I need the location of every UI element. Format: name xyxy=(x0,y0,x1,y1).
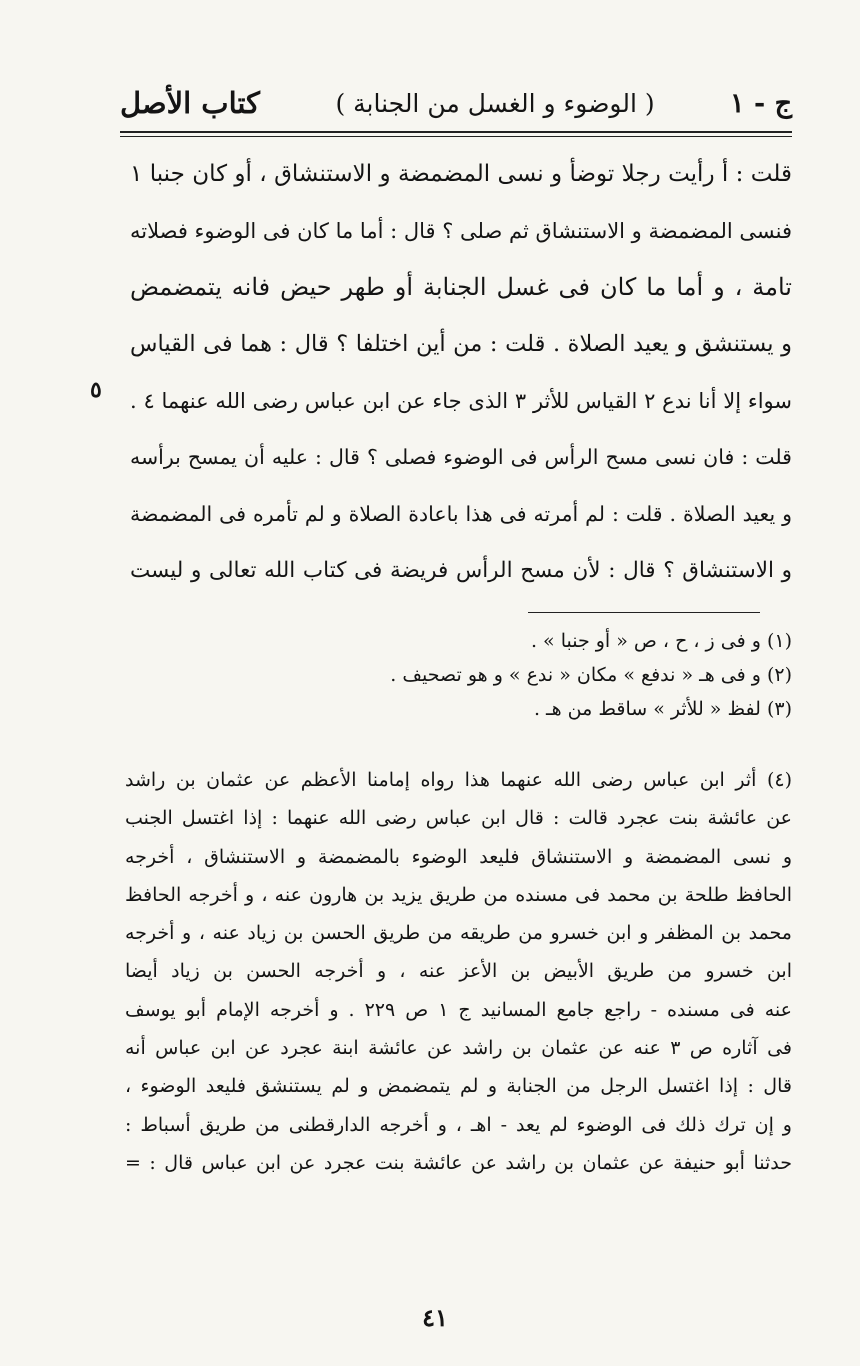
footnote-line: (٤) أثر ابن عباس رضى الله عنهما هذا رواه إمامنا الأعظم عن عثمان بن راشد xyxy=(125,769,792,791)
footnote-line: قال : إذا اغتسل الرجل من الجنابة و لم يتمضمض و لم يستنشق فليعد الوضوء ، xyxy=(125,1075,792,1098)
page-number: ٤١ xyxy=(422,1303,448,1332)
footnote-line: حدثنا أبو حنيفة عن عثمان بن راشد عن عائشة بنت عجرد عن ابن عباس قال : = xyxy=(125,1151,792,1174)
text-line: و الاستنشاق ؟ قال : لأن مسح الرأس فريضة فى كتاب الله تعالى و ليست xyxy=(130,557,792,583)
footnote: (١) و فى ز ، ح ، ص « أو جنبا » . xyxy=(530,630,792,652)
footnote-separator xyxy=(528,612,760,613)
footnote-line: و نسى المضمضة و الاستنشاق فليعد الوضوء بالمضمضة و الاستنشاق ، أخرجه xyxy=(125,845,792,868)
footnote-line: ابن خسرو من طريق الأبيض بن الأعز عنه ، و أخرجه الحسن بن زياد أيضا xyxy=(125,960,792,983)
chapter-title: ( الوضوء و الغسل من الجنابة ) xyxy=(335,88,655,118)
text-line: فنسى المضمضة و الاستنشاق ثم صلى ؟ قال : أما ما كان فى الوضوء فصلاته xyxy=(130,218,792,243)
text-line: قلت : أ رأيت رجلا توضأ و نسى المضمضة و الاستنشاق ، أو كان جنبا ١ xyxy=(130,161,792,187)
text-line: و يعيد الصلاة . قلت : لم أمرته فى هذا باعادة الصلاة و لم تأمره فى المضمضة xyxy=(130,502,792,527)
running-header xyxy=(120,78,792,128)
footnote-long xyxy=(125,761,792,1182)
footnote-line: عنه فى مسنده - راجع جامع المسانيد ج ١ ص ٢٢٩ . و أخرجه الإمام أبو يوسف xyxy=(125,998,793,1021)
text-line: و يستنشق و يعيد الصلاة . قلت : من أين اختلفا ؟ قال : هما فى القياس xyxy=(130,331,792,358)
margin-line-number: ٥ xyxy=(90,377,102,403)
footnote-line: عن عائشة بنت عجرد قالت : قال ابن عباس رضى الله عنهما : إذا اغتسل الجنب xyxy=(125,807,792,830)
text-line: قلت : فان نسى مسح الرأس فى الوضوء فصلى ؟ قال : عليه أن يمسح برأسه xyxy=(130,445,792,470)
main-text xyxy=(130,146,792,600)
book-title: كتاب الأصل xyxy=(120,86,260,120)
footnote: (٣) لفظ « للأثر » ساقط من هـ . xyxy=(533,698,792,720)
footnote-line: و إن ترك ذلك فى الوضوء لم يعد - اهـ ، و أخرجه الدارقطنى من طريق أسباط : xyxy=(125,1113,792,1136)
footnote-line: محمد بن المظفر و ابن خسرو من طريقه من طريق الحسن بن زياد عنه ، و أخرجه xyxy=(125,922,792,945)
footnote-line: الحافظ طلحة بن محمد فى مسنده من طريق يزيد بن هارون عنه ، و أخرجه الحافظ xyxy=(125,883,792,906)
footnote-line: فى آثاره ص ٣ عنه عن عثمان بن راشد عن عائشة ابنة عجرد عن ابن عباس أنه xyxy=(125,1037,792,1060)
header-rule-thin xyxy=(120,136,792,137)
footnote: (٢) و فى هـ « ندفع » مكان « ندع » و هو تصحيف . xyxy=(390,664,792,686)
footnotes-short xyxy=(125,624,792,726)
text-line: سواء إلا أنا ندع ٢ القياس للأثر ٣ الذى جاء عن ابن عباس رضى الله عنهما ٤ . xyxy=(130,388,792,413)
text-line: تامة ، و أما ما كان فى غسل الجنابة أو طهر حيض فانه يتمضمض xyxy=(130,273,792,302)
header-rule-thick xyxy=(120,131,792,133)
volume-number: ج - ١ xyxy=(730,87,792,119)
